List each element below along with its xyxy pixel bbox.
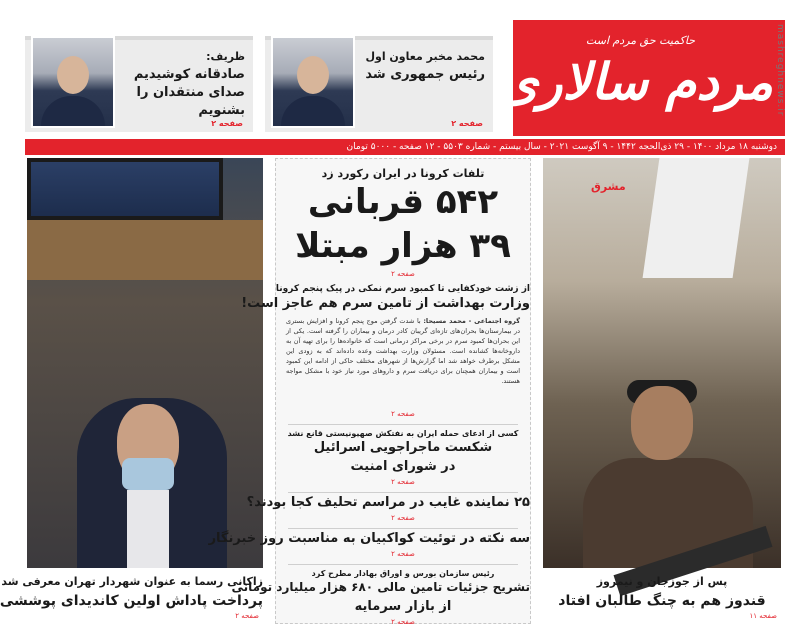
masthead: [25, 20, 785, 138]
page-ref: صفحه ۲: [391, 410, 415, 418]
bourse-kicker: رئیس سازمان بورس و اوراق بهادار مطرح کرد: [311, 569, 495, 578]
caption-page-ref: صفحه ۱۱: [749, 612, 777, 620]
promo-photo: [31, 36, 115, 128]
mps-absent-headline[interactable]: ۲۵ نماینده غایب در مراسم تحلیف کجا بودند؟: [246, 495, 530, 510]
promo-story-zarif[interactable]: [25, 36, 253, 132]
center-news-column: [208, 158, 531, 626]
israel-kicker: کسی از ادعای حمله ایران به نفتکش صهیونیستی قانع نشد: [287, 429, 519, 438]
logo-tagline: حاکمیت حق مردم است: [585, 34, 695, 47]
promo-headline: صادقانه کوشیدیم صدای منتقدان را بشنویم: [133, 67, 245, 118]
page-ref: صفحه ۲: [391, 478, 415, 486]
bourse-headline-line-2[interactable]: از بازار سرمایه: [354, 599, 452, 614]
serum-body-text: گروه اجتماعی - محمد مسیحا: با شدت گرفتن موج پنجم کرونا و افزایش بستری در بیمارستان‌ها بحران‌های تازه‌ای گریبان کادر درمان و بیماران را گرفته است. یکی از این بحران‌ها کمبود سرم در برخی مراکز درمانی است که خانواده‌ها را برای تهیه آن به داروخانه‌ها کشانده است. مسئولان وزارت بهداشت وعده داده‌اند که به زودی این مشکل برطرف خواهد شد اما گزارش‌ها از شهرهای مختلف حاکی از ادامه این کمبود است و بیماران همچنان برای دریافت سرم و داروهای مورد نیاز خود با مشکل مواجه هستند.: [286, 317, 520, 385]
caption-zakani[interactable]: [0, 574, 263, 620]
bourse-headline-line-1[interactable]: تشریح جزئیات تامین مالی ۶۸۰ هزار میلیارد تومانی: [231, 580, 530, 594]
promo-page-ref: صفحه ۲: [451, 119, 483, 128]
caption-headline: قندوز هم به چنگ طالبان افتاد: [558, 593, 766, 609]
promo-page-ref: صفحه ۲: [211, 119, 243, 128]
israel-headline-line-1[interactable]: شکست ماجراجویی اسرائیل: [313, 440, 493, 455]
promo-kicker: محمد مخبر معاون اول: [365, 50, 485, 63]
divider: [288, 424, 518, 425]
photo-taliban-fighters[interactable]: [543, 158, 781, 568]
photo-watermark: مشرق: [591, 180, 626, 193]
page-ref: صفحه ۲: [391, 550, 415, 558]
promo-headline: رئیس جمهوری شد: [365, 67, 485, 82]
lead-kicker: تلفات کرونا در ایران رکورد زد: [321, 167, 485, 180]
promo-kicker: ظریف:: [206, 50, 245, 63]
page-ref: صفحه ۲: [391, 514, 415, 522]
caption-headline: پرداخت پاداش اولین کاندیدای پوششی: [0, 593, 263, 609]
divider: [288, 564, 518, 565]
kavakebian-headline[interactable]: سه نکته در توئیت کواکبیان به مناسبت روز خبرنگار: [208, 531, 530, 546]
lead-headline-line-1[interactable]: ۵۴۲ قربانی: [307, 182, 499, 222]
page-ref: صفحه ۲: [391, 270, 415, 278]
caption-kicker: پس از جوزجان و نیمروز: [596, 575, 728, 588]
serum-kicker: از زشت خودکفایی تا کمبود سرم نمکی در پیک پنجم کرونا: [275, 284, 530, 294]
promo-story-mokhber[interactable]: [265, 36, 493, 132]
logo-name: مردم سالاری: [499, 52, 773, 111]
newspaper-logo[interactable]: [499, 20, 785, 136]
photo-zakani[interactable]: [27, 158, 263, 568]
lead-headline-line-2[interactable]: ۳۹ هزار مبتلا: [295, 226, 511, 266]
dateline-bar: دوشنبه ۱۸ مرداد ۱۴۰۰ - ۲۹ ذی‌الحجه ۱۴۴۲ - ۹ آگوست ۲۰۲۱ - سال بیستم - شماره ۵۵۰۳ - ۱۲ صفحه - ۵۰۰۰ تومان: [25, 139, 785, 155]
promo-photo: [271, 36, 355, 128]
page-ref: صفحه ۲: [391, 618, 415, 626]
caption-page-ref: صفحه ۲: [235, 612, 259, 620]
source-watermark: mashreghnews.ir: [775, 24, 785, 117]
israel-headline-line-2[interactable]: در شورای امنیت: [350, 459, 456, 474]
caption-kicker: زاکانی رسما به عنوان شهردار تهران معرفی شد: [1, 575, 263, 588]
caption-taliban[interactable]: [543, 574, 781, 620]
serum-headline[interactable]: وزارت بهداشت از تامین سرم هم عاجز است!: [241, 296, 530, 311]
